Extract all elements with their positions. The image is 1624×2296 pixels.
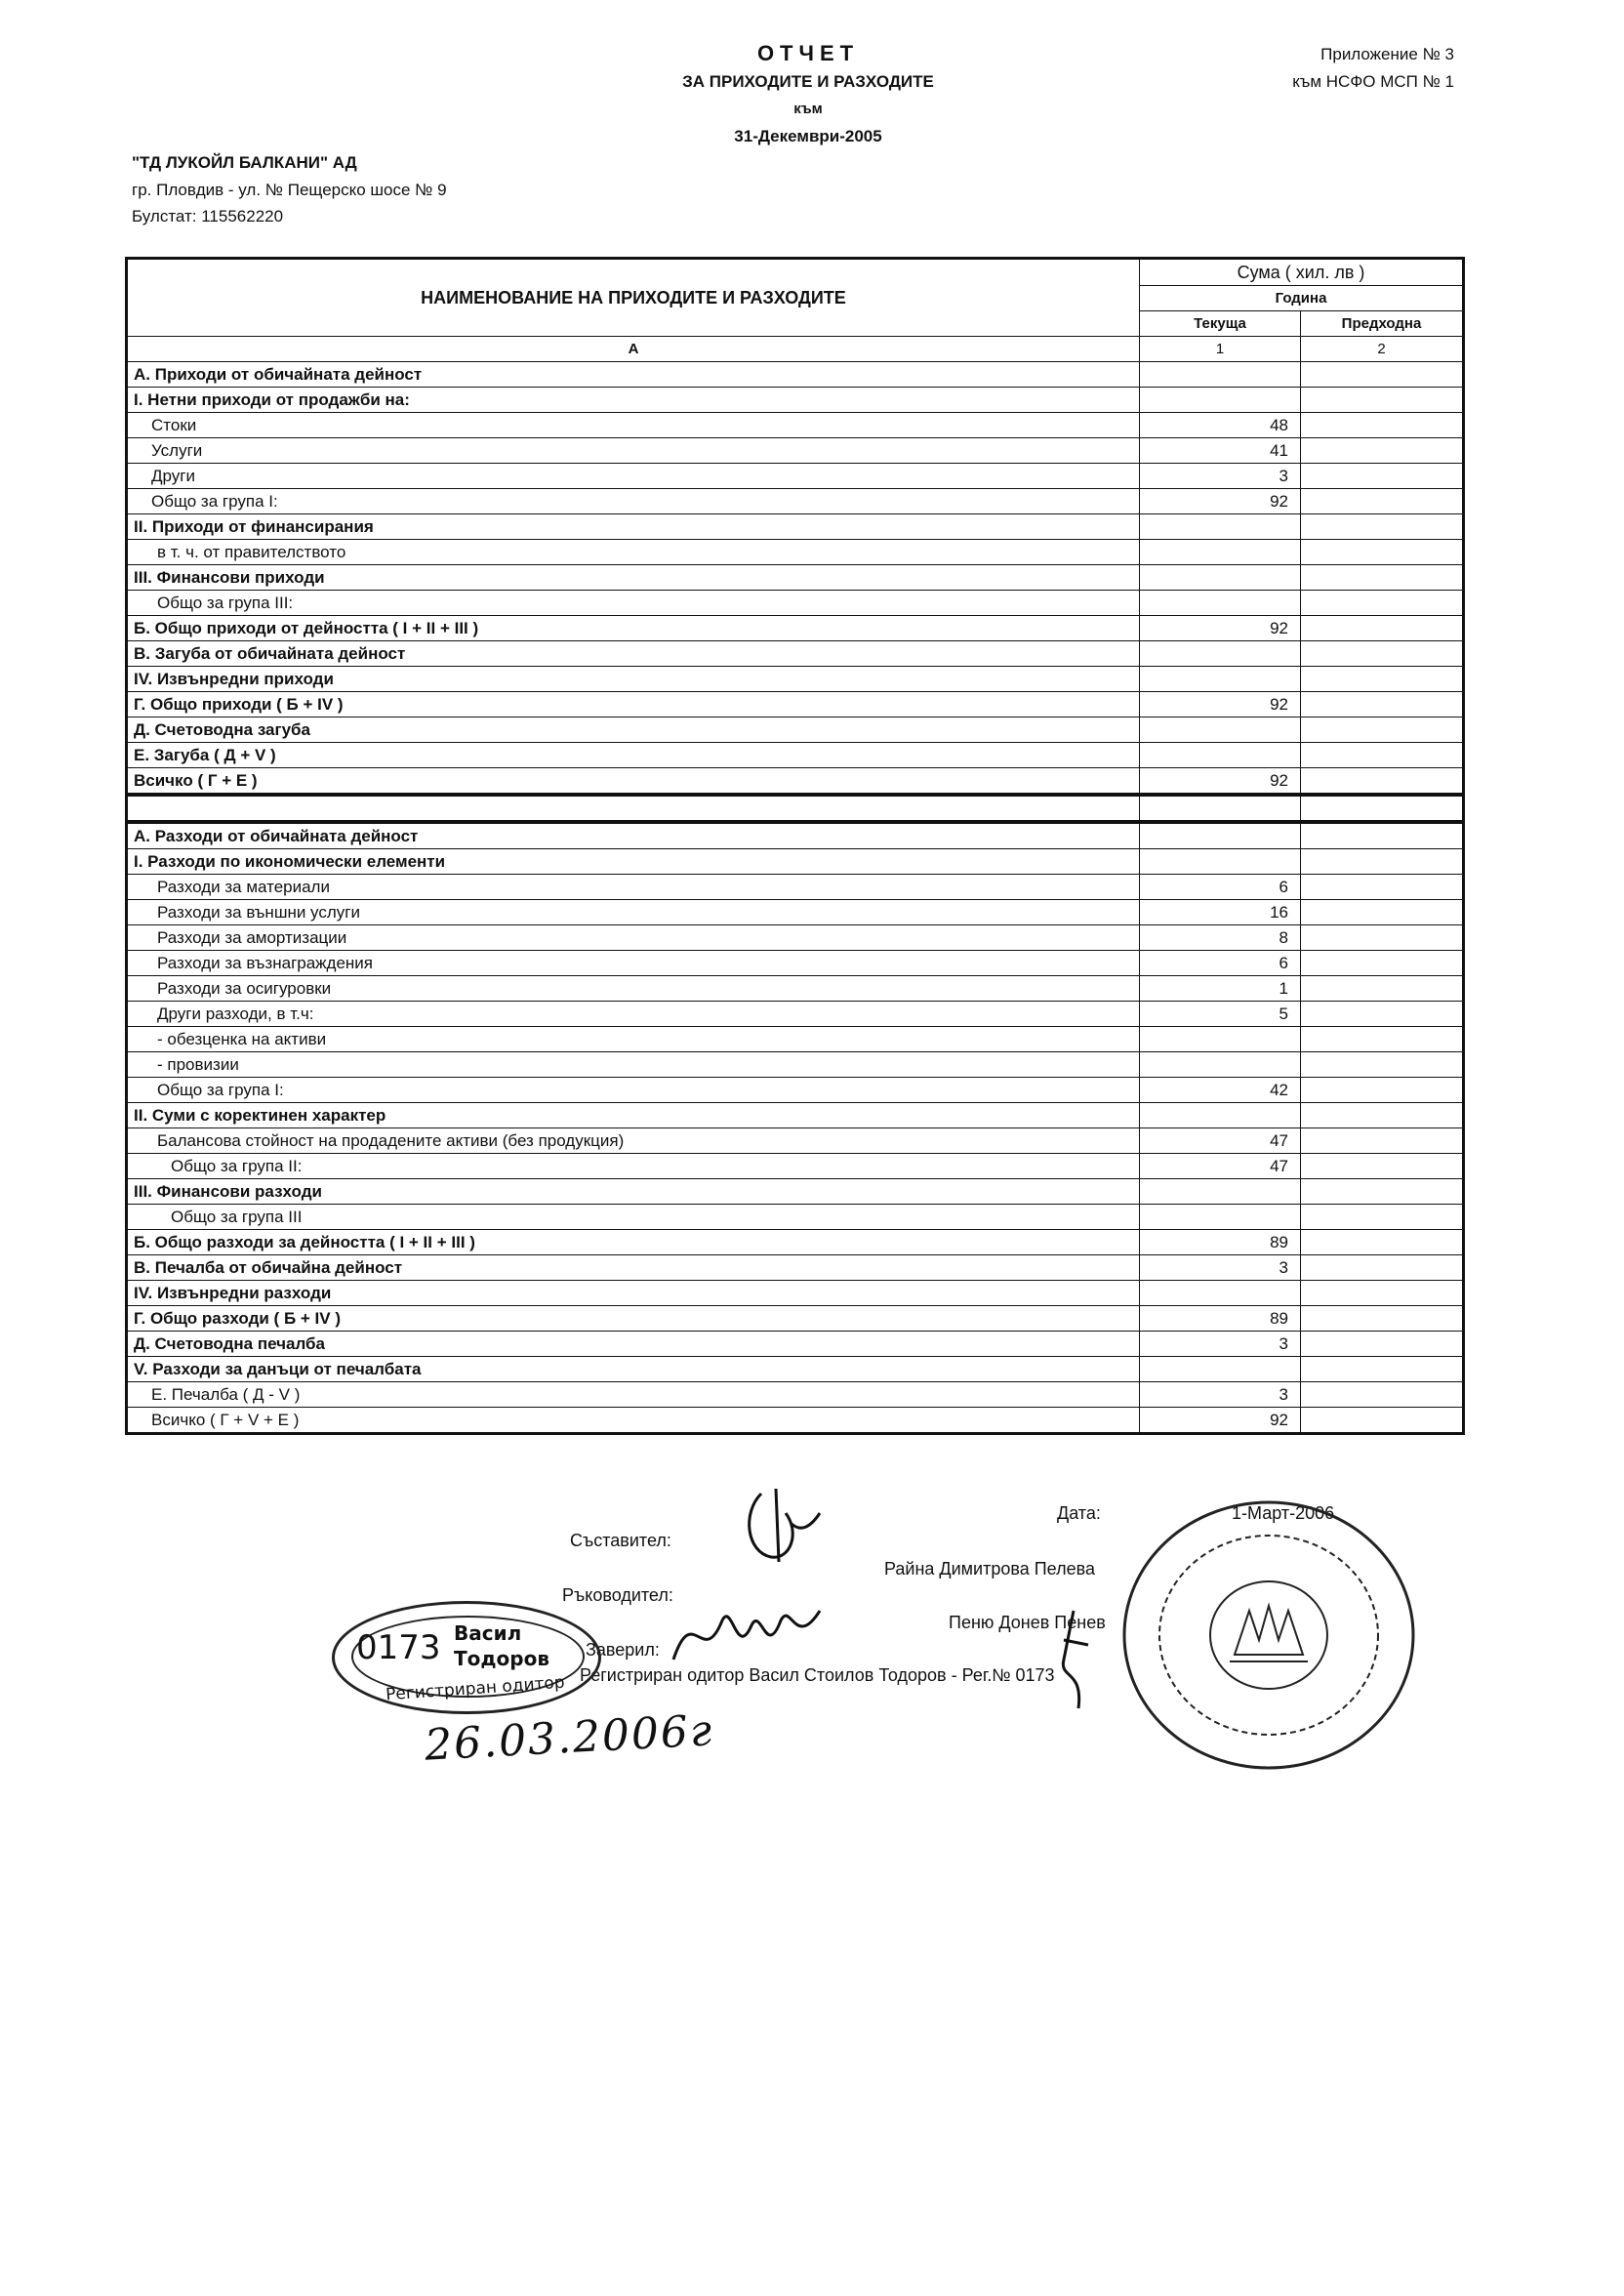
column-index-2: 2 <box>1301 337 1464 362</box>
row-label: А. Разходи от обичайната дейност <box>127 822 1140 849</box>
table-row <box>127 1052 1464 1078</box>
table-row <box>127 1408 1464 1434</box>
table-row <box>127 1357 1464 1382</box>
row-value-previous <box>1301 362 1464 388</box>
row-label: I. Разходи по икономически елементи <box>127 849 1140 875</box>
table-row <box>127 900 1464 925</box>
row-value-current <box>1140 1281 1301 1306</box>
row-value-current <box>1140 1357 1301 1382</box>
row-label: - обезценка на активи <box>127 1027 1140 1052</box>
date-value: 1-Март-2006 <box>1232 1503 1335 1523</box>
manager-label: Ръководител: <box>562 1585 673 1605</box>
row-value-previous <box>1301 875 1464 900</box>
row-value-current: 47 <box>1140 1128 1301 1154</box>
table-row <box>127 1332 1464 1357</box>
row-label: Общо за група II: <box>127 1154 1140 1179</box>
row-value-previous <box>1301 1281 1464 1306</box>
row-label: В. Загуба от обичайната дейност <box>127 641 1140 667</box>
row-value-current <box>1140 540 1301 565</box>
table-row <box>127 1306 1464 1332</box>
manager-name: Пеню Донев Пенев <box>949 1613 1106 1632</box>
column-index-1: 1 <box>1140 337 1301 362</box>
row-value-current <box>1140 1179 1301 1205</box>
annex-line-2: към НСФО МСП № 1 <box>1292 72 1454 91</box>
row-value-previous <box>1301 768 1464 796</box>
row-value-current: 41 <box>1140 438 1301 464</box>
income-expense-table <box>125 257 1465 1435</box>
row-value-current <box>1140 667 1301 692</box>
table-row <box>127 514 1464 540</box>
table-row <box>127 1382 1464 1408</box>
row-value-current: 3 <box>1140 1255 1301 1281</box>
row-label: Общо за група I: <box>127 1078 1140 1103</box>
row-label: Разходи за възнаграждения <box>127 951 1140 976</box>
row-value-previous <box>1301 641 1464 667</box>
column-header-sum: Сума ( хил. лв ) <box>1140 259 1464 286</box>
report-subtitle: ЗА ПРИХОДИТЕ И РАЗХОДИТЕ <box>682 72 934 91</box>
company-address: гр. Пловдив - ул. № Пещерско шосе № 9 <box>132 181 447 199</box>
certified-signature <box>1044 1601 1103 1718</box>
row-label: Б. Общо приходи от дейността ( I + II + III ) <box>127 616 1140 641</box>
row-value-previous <box>1301 743 1464 768</box>
row-value-previous <box>1301 1382 1464 1408</box>
row-value-previous <box>1301 667 1464 692</box>
row-value-current <box>1140 849 1301 875</box>
row-value-current: 92 <box>1140 489 1301 514</box>
row-value-previous <box>1301 1154 1464 1179</box>
table-row <box>127 641 1464 667</box>
row-value-previous <box>1301 1002 1464 1027</box>
row-value-current <box>1140 362 1301 388</box>
separator-cell <box>1301 795 1464 822</box>
company-bulstat: Булстат: 115562220 <box>132 207 284 226</box>
table-row <box>127 718 1464 743</box>
row-value-previous <box>1301 1078 1464 1103</box>
row-value-previous <box>1301 900 1464 925</box>
row-value-previous <box>1301 1255 1464 1281</box>
row-value-current <box>1140 514 1301 540</box>
table-row <box>127 1002 1464 1027</box>
row-value-previous <box>1301 1052 1464 1078</box>
row-label: Б. Общо разходи за дейността ( I + II + III ) <box>127 1230 1140 1255</box>
auditor-stamp-role: Регистриран одитор <box>385 1672 566 1705</box>
row-value-current: 89 <box>1140 1306 1301 1332</box>
row-label: Стоки <box>127 413 1140 438</box>
table-row <box>127 1230 1464 1255</box>
row-label: II. Суми с коректинен характер <box>127 1103 1140 1128</box>
table-row <box>127 951 1464 976</box>
row-value-current: 48 <box>1140 413 1301 438</box>
row-value-current: 47 <box>1140 1154 1301 1179</box>
row-label: Балансова стойност на продадените активи (без продукция) <box>127 1128 1140 1154</box>
table-row <box>127 768 1464 796</box>
row-label: Други разходи, в т.ч: <box>127 1002 1140 1027</box>
table-row <box>127 1179 1464 1205</box>
row-value-previous <box>1301 616 1464 641</box>
row-label: - провизии <box>127 1052 1140 1078</box>
row-value-current <box>1140 743 1301 768</box>
row-value-current <box>1140 1205 1301 1230</box>
row-value-current <box>1140 565 1301 591</box>
auditor-stamp-name-line-2: Тодоров <box>454 1647 549 1670</box>
table-row <box>127 925 1464 951</box>
table-row <box>127 1255 1464 1281</box>
row-value-current <box>1140 591 1301 616</box>
row-value-current: 16 <box>1140 900 1301 925</box>
row-label: в т. ч. от правителството <box>127 540 1140 565</box>
row-value-previous <box>1301 692 1464 718</box>
row-value-current: 92 <box>1140 692 1301 718</box>
row-value-current <box>1140 1052 1301 1078</box>
row-value-current: 5 <box>1140 1002 1301 1027</box>
row-label: Общо за група III <box>127 1205 1140 1230</box>
row-label: Всичко ( Г + V + Е ) <box>127 1408 1140 1434</box>
row-label: Разходи за материали <box>127 875 1140 900</box>
row-value-current: 6 <box>1140 951 1301 976</box>
table-row <box>127 875 1464 900</box>
row-label: IV. Извънредни приходи <box>127 667 1140 692</box>
row-value-previous <box>1301 1332 1464 1357</box>
row-value-current <box>1140 1027 1301 1052</box>
row-value-previous <box>1301 849 1464 875</box>
row-value-previous <box>1301 976 1464 1002</box>
row-label: В. Печалба от обичайна дейност <box>127 1255 1140 1281</box>
column-header-year: Година <box>1140 286 1464 311</box>
table-row <box>127 1281 1464 1306</box>
row-value-current <box>1140 641 1301 667</box>
table-row <box>127 1205 1464 1230</box>
row-label: Всичко ( Г + Е ) <box>127 768 1140 796</box>
auditor-text: Регистриран одитор Васил Стоилов Тодоров - Рег.№ 0173 <box>580 1665 1055 1685</box>
certified-label: Заверил: <box>586 1640 660 1660</box>
auditor-stamp-name <box>454 1620 549 1671</box>
company-seal-icon <box>1113 1494 1425 1777</box>
row-value-current: 8 <box>1140 925 1301 951</box>
row-value-previous <box>1301 413 1464 438</box>
table-row <box>127 616 1464 641</box>
row-label: Д. Счетоводна печалба <box>127 1332 1140 1357</box>
row-value-previous <box>1301 1357 1464 1382</box>
row-label: II. Приходи от финансирания <box>127 514 1140 540</box>
row-label: Е. Загуба ( Д + V ) <box>127 743 1140 768</box>
row-label: I. Нетни приходи от продажби на: <box>127 388 1140 413</box>
row-label: Г. Общо разходи ( Б + IV ) <box>127 1306 1140 1332</box>
report-subtitle-to: към <box>793 101 823 117</box>
table-row <box>127 822 1464 849</box>
row-label: Общо за група III: <box>127 591 1140 616</box>
row-value-current: 92 <box>1140 616 1301 641</box>
row-value-previous <box>1301 388 1464 413</box>
row-value-current: 3 <box>1140 464 1301 489</box>
table-row <box>127 1128 1464 1154</box>
table-row <box>127 849 1464 875</box>
compiler-name: Райна Димитрова Пелева <box>884 1559 1095 1578</box>
table-row <box>127 976 1464 1002</box>
table-row <box>127 540 1464 565</box>
table-row <box>127 362 1464 388</box>
manager-signature <box>664 1591 830 1679</box>
row-value-previous <box>1301 1230 1464 1255</box>
row-value-previous <box>1301 1103 1464 1128</box>
table-row <box>127 692 1464 718</box>
table-row <box>127 1154 1464 1179</box>
row-label: Д. Счетоводна загуба <box>127 718 1140 743</box>
row-value-current: 92 <box>1140 768 1301 796</box>
report-title: ОТЧЕТ <box>756 41 860 65</box>
row-value-current: 6 <box>1140 875 1301 900</box>
row-value-previous <box>1301 438 1464 464</box>
row-value-previous <box>1301 565 1464 591</box>
table-row <box>127 388 1464 413</box>
table-row <box>127 743 1464 768</box>
row-value-previous <box>1301 591 1464 616</box>
row-value-previous <box>1301 1306 1464 1332</box>
column-index-a: А <box>127 337 1140 362</box>
row-value-current: 89 <box>1140 1230 1301 1255</box>
row-value-previous <box>1301 464 1464 489</box>
table-separator-row <box>127 795 1464 822</box>
column-header-previous: Предходна <box>1301 311 1464 337</box>
row-value-current: 3 <box>1140 1382 1301 1408</box>
row-value-previous <box>1301 489 1464 514</box>
table-row <box>127 667 1464 692</box>
table-row <box>127 464 1464 489</box>
compiler-signature <box>732 1474 830 1572</box>
table-header-row <box>127 259 1464 286</box>
row-value-previous <box>1301 822 1464 849</box>
row-label: А. Приходи от обичайната дейност <box>127 362 1140 388</box>
row-value-previous <box>1301 951 1464 976</box>
table-header-index-row <box>127 337 1464 362</box>
row-value-current <box>1140 718 1301 743</box>
row-value-previous <box>1301 1408 1464 1434</box>
table-row <box>127 565 1464 591</box>
row-label: Общо за група I: <box>127 489 1140 514</box>
table-row <box>127 591 1464 616</box>
row-value-current: 92 <box>1140 1408 1301 1434</box>
row-label: V. Разходи за данъци от печалбата <box>127 1357 1140 1382</box>
row-value-current <box>1140 388 1301 413</box>
auditor-stamp-name-line-1: Васил <box>454 1621 522 1645</box>
row-value-previous <box>1301 1179 1464 1205</box>
table-row <box>127 1027 1464 1052</box>
row-value-current: 1 <box>1140 976 1301 1002</box>
row-label: Други <box>127 464 1140 489</box>
handwritten-date: 26.03.2006г <box>423 1705 715 1771</box>
row-value-current <box>1140 1103 1301 1128</box>
row-value-current: 3 <box>1140 1332 1301 1357</box>
row-value-previous <box>1301 1027 1464 1052</box>
table-row <box>127 438 1464 464</box>
column-header-current: Текуща <box>1140 311 1301 337</box>
row-label: III. Финансови приходи <box>127 565 1140 591</box>
row-value-current: 42 <box>1140 1078 1301 1103</box>
row-value-previous <box>1301 1205 1464 1230</box>
row-value-previous <box>1301 1128 1464 1154</box>
column-header-name: НАИМЕНОВАНИЕ НА ПРИХОДИТЕ И РАЗХОДИТЕ <box>127 259 1140 337</box>
auditor-stamp-number: 0173 <box>356 1628 441 1667</box>
row-label: Услуги <box>127 438 1140 464</box>
row-label: III. Финансови разходи <box>127 1179 1140 1205</box>
compiler-label: Съставител: <box>570 1531 671 1550</box>
report-date: 31-Декември-2005 <box>734 127 882 145</box>
annex-line-1: Приложение № 3 <box>1320 45 1454 63</box>
row-label: IV. Извънредни разходи <box>127 1281 1140 1306</box>
row-value-previous <box>1301 514 1464 540</box>
row-label: Разходи за осигуровки <box>127 976 1140 1002</box>
table-row <box>127 413 1464 438</box>
row-label: Г. Общо приходи ( Б + IV ) <box>127 692 1140 718</box>
row-label: Разходи за амортизации <box>127 925 1140 951</box>
table-row <box>127 1078 1464 1103</box>
date-label: Дата: <box>1057 1503 1101 1523</box>
row-value-previous <box>1301 925 1464 951</box>
separator-cell <box>127 795 1140 822</box>
company-name: "ТД ЛУКОЙЛ БАЛКАНИ" АД <box>132 153 357 172</box>
table-row <box>127 1103 1464 1128</box>
separator-cell <box>1140 795 1301 822</box>
row-label: Разходи за външни услуги <box>127 900 1140 925</box>
row-value-current <box>1140 822 1301 849</box>
row-value-previous <box>1301 540 1464 565</box>
table-row <box>127 489 1464 514</box>
row-label: Е. Печалба ( Д - V ) <box>127 1382 1140 1408</box>
row-value-previous <box>1301 718 1464 743</box>
